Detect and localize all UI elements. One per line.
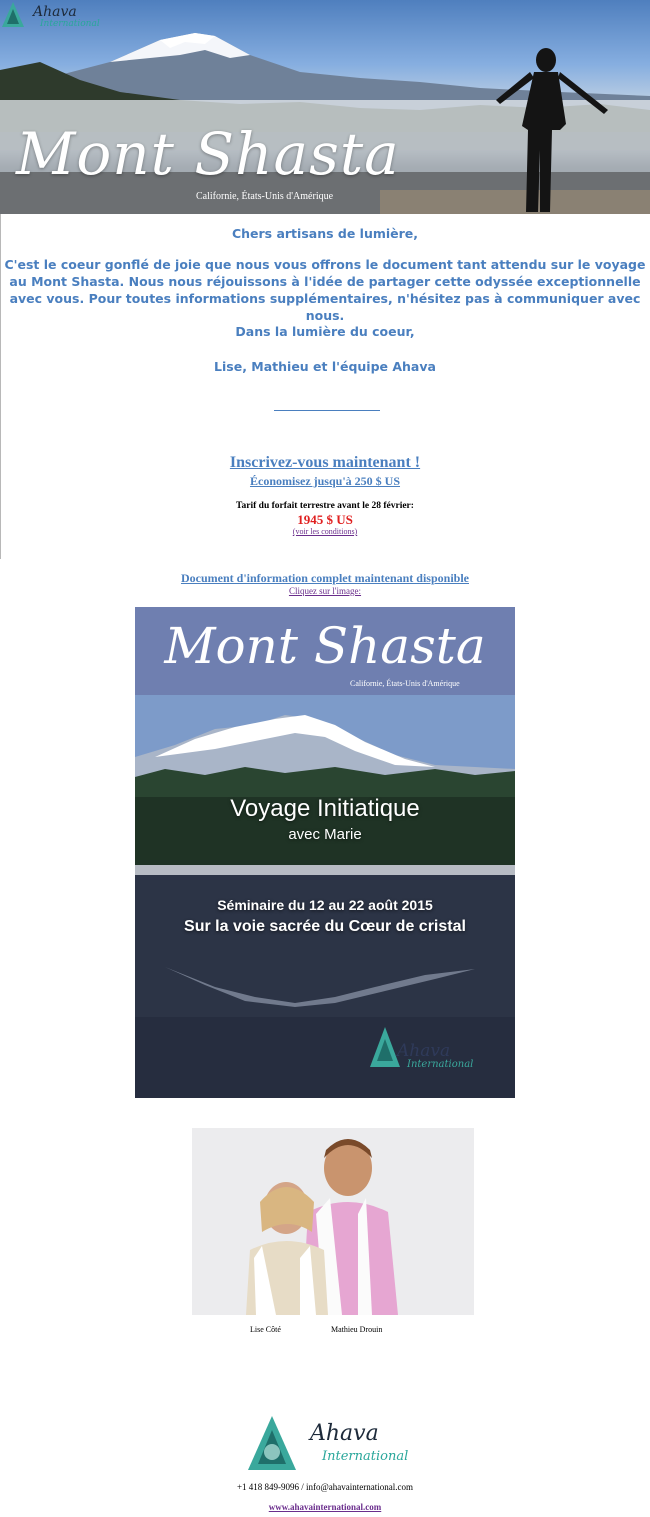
register-link[interactable]: Inscrivez-vous maintenant ! [229,454,421,471]
price: 1945 $ US [297,512,353,527]
savings-link[interactable]: Économisez jusqu'à 250 $ US [249,474,401,488]
person-1-name: Lise Côté [250,1325,281,1334]
conditions-link[interactable]: (voir les conditions) [292,527,358,536]
footer-logo-sub: International [322,1449,409,1464]
signature: Lise, Mathieu et l'équipe Ahava [214,359,436,374]
brochure-seminaire: Séminaire du 12 au 22 août 2015 [217,897,433,913]
brochure-subtitle: Californie, États-Unis d'Amérique [350,679,460,688]
document-link[interactable]: Document d'information complet maintenant disponible [180,571,469,585]
divider-rule [274,410,380,411]
greeting: Chers artisans de lumière, [231,226,419,241]
website-link[interactable]: www.ahavainternational.com [268,1502,382,1512]
banner-subtitle: Californie, États-Unis d'Amérique [196,191,334,202]
brochure-logo-sub: International [407,1059,474,1070]
header-banner [0,0,650,214]
intro-paragraph: C'est le coeur gonflé de joie que nous vous offrons le document tant attendu sur le voyage au Mont Shasta. Nous nous réjouissons à l'idée de partager cette odyssée exceptionnelle avec vous. Pour toutes informations supplémentaires, n'hésitez pas à communiquer avec nous. [4,257,646,323]
closing-line: Dans la lumière du coeur, [235,324,415,339]
team-photo [192,1128,474,1315]
header-logo-sub: International [40,19,100,29]
brochure-avec: avec Marie [288,826,362,843]
contact-info: +1 418 849-9096 / info@ahavainternational.com [236,1482,414,1492]
footer-logo-name: Ahava [310,1421,379,1446]
brochure-voie: Sur la voie sacrée du Cœur de cristal [184,918,466,935]
brochure-logo-name: Ahava [397,1041,451,1061]
ahava-logo-icon [248,1414,308,1474]
brochure-image[interactable] [135,607,515,1098]
brochure-title: Mont Shasta [164,617,486,675]
banner-title: Mont Shasta [16,120,400,188]
click-hint-link[interactable]: Cliquez sur l'image: [288,586,362,596]
brochure-voyage: Voyage Initiatique [230,795,420,822]
header-logo-name: Ahava [33,4,77,20]
person-2-name: Mathieu Drouin [331,1325,383,1334]
team-photo-art [192,1128,474,1315]
tarif-label: Tarif du forfait terrestre avant le 28 février: [236,501,414,511]
